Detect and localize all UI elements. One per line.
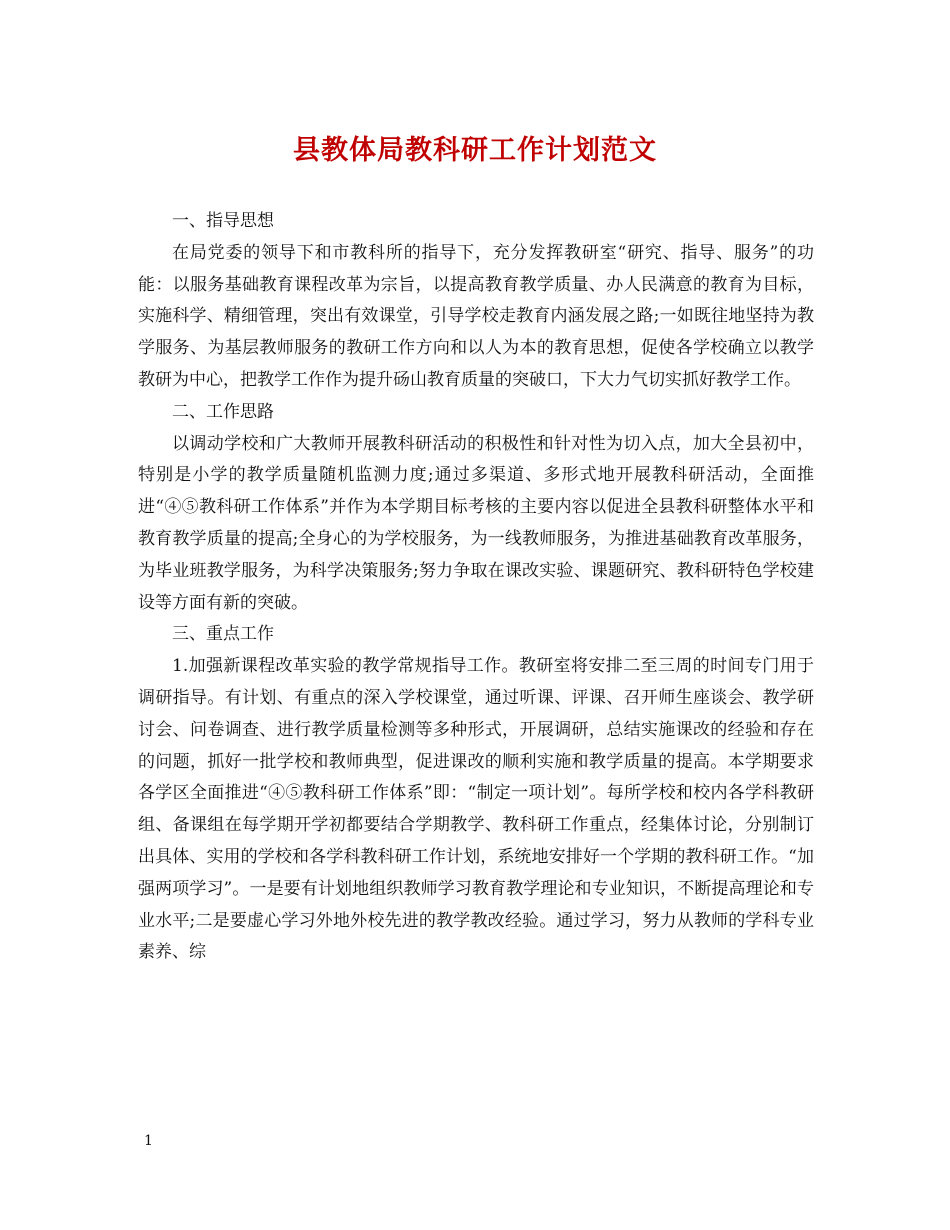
section-heading-guiding-ideology: 一、指导思想 [172, 211, 274, 231]
document-title: 县教体局教科研工作计划范文 [293, 135, 657, 166]
document-body [138, 206, 814, 969]
paragraph-work-approach: 以调动学校和广大教师开展教科研活动的积极性和针对性为切入点，加大全县初中，特别是小学的教学质量随机监测力度;通过多渠道、多形式地开展教科研活动，全面推进“④⑤教科研工作体系”并作为本学期目标考核的主要内容以促进全县教科研整体水平和教育教学质量的提高;全身心的为学校服务，为一线教师服务，为推进基础教育改革服务，为毕业班教学服务，为科学决策服务;努力争取在课改实验、课题研究、教科研特色学校建设等方面有新的突破。 [138, 433, 814, 613]
page-number: 1 [144, 1133, 153, 1149]
section-heading-work-approach: 二、工作思路 [172, 401, 274, 422]
paragraph-guiding-ideology: 在局党委的领导下和市教科所的指导下，充分发挥教研室“研究、指导、服务”的功能：以服务基础教育课程改革为宗旨，以提高教育教学质量、办人民满意的教育为目标，实施科学、精细管理，突出有效课堂，引导学校走教育内涵发展之路;一如既往地坚持为教学服务、为基层教师服务的教研工作方向和以人为本的教育思想，促使各学校确立以教学教研为中心，把教学工作作为提升砀山教育质量的突破口，下大力气切实抓好教学工作。 [138, 242, 814, 390]
section-heading-key-work: 三、重点工作 [172, 624, 274, 645]
paragraph-key-work-1: 1.加强新课程改革实验的教学常规指导工作。教研室将安排二至三周的时间专门用于调研指导。有计划、有重点的深入学校课堂，通过听课、评课、召开师生座谈会、教学研讨会、问卷调查、进行教学质量检测等多种形式，开展调研，总结实施课改的经验和存在的问题，抓好一批学校和教师典型，促进课改的顺利实施和教学质量的提高。本学期要求各学区全面推进“④⑤教科研工作体系”即：“制定一项计划”。每所学校和校内各学科教研组、备课组在每学期开学初都要结合学期教学、教科研工作重点，经集体讨论，分别制订出具体、实用的学校和各学科教科研工作计划，系统地安排好一个学期的教科研工作。“加强两项学习”。一是要有计划地组织教师学习教育教学理论和专业知识，不断提高理论和专业水平;二是要虚心学习外地外校先进的教学教改经验。通过学习，努力从教师的学科专业素养、综 [138, 656, 814, 963]
